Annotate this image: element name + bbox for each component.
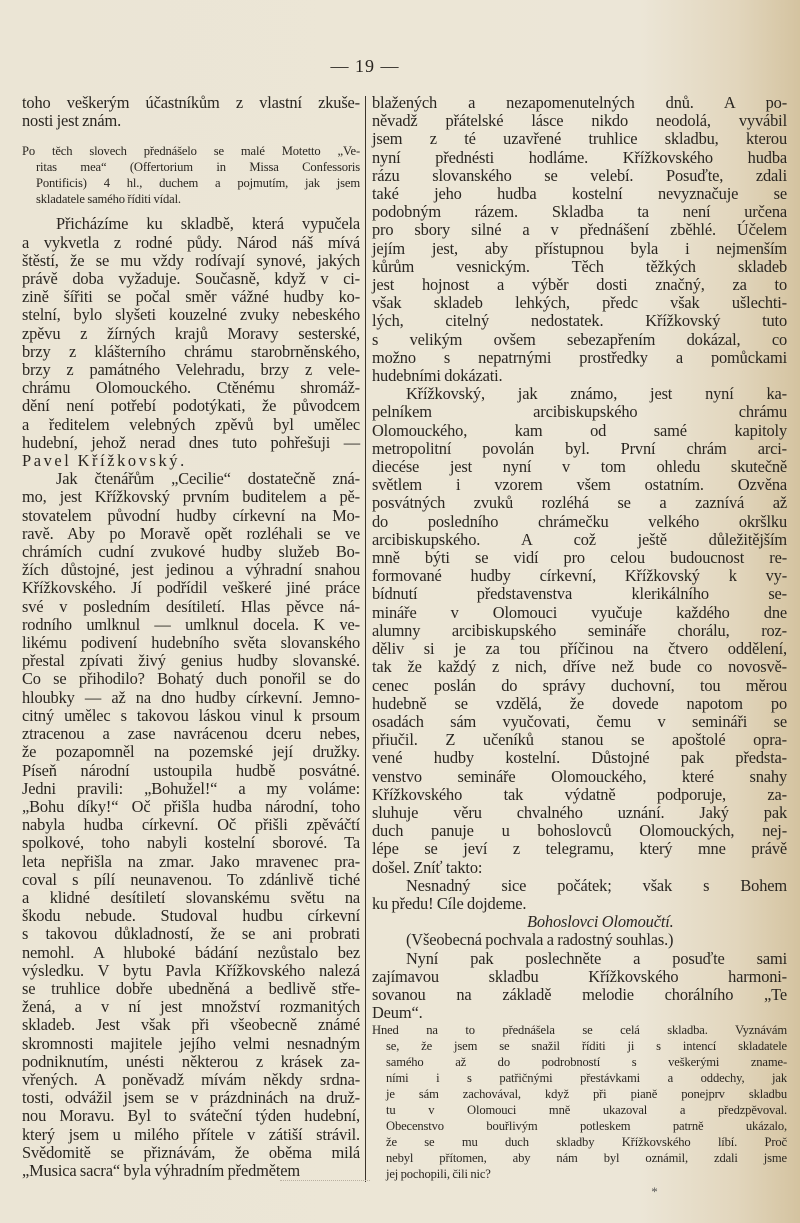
text-line: Hned na to přednášela se celá skladba. Vyznávám — [372, 1023, 787, 1038]
text-line: chrámích cudní zvukové hudby služeb Bo- — [22, 542, 360, 562]
text-line: nabyla hudba církevní. Oč přišli zpěváčtí — [22, 815, 360, 835]
text-line: Nyní pak poslechněte a posuďte sami — [406, 948, 787, 968]
left-column — [22, 94, 360, 1180]
text-line: nou Moravu. Byl to sváteční týden hudební, — [22, 1106, 360, 1126]
text-line: alumny arcibiskupského semináře chorálu, roz- — [372, 620, 787, 640]
text-line: Obecenstvo bouřlivým potleskem patrně ukázalo, — [386, 1119, 787, 1134]
text-line: skromnosti majitele jejího velmi nesnadným — [22, 1033, 360, 1053]
text-line: rodního umlknul — umlknul docela. K ve- — [22, 614, 360, 634]
text-line: „Bohu díky!“ Oč přišla hudba národní, toho — [22, 796, 360, 816]
asterism-ornament: * — [651, 1184, 658, 1200]
text-line: žená, a v ní jest množství rozmanitých — [22, 997, 360, 1017]
text-line: coval s pílí neunavenou. To zdánlivě tiché — [22, 869, 360, 889]
text-line: pro sbory silné a v přednášení zběhlé. Účelem — [372, 220, 787, 240]
para-e-paragraph — [372, 385, 787, 876]
text-line: formované hudby církevní, Křížkovský k vy- — [372, 566, 787, 586]
right-column — [372, 94, 787, 1200]
text-line: Přicházíme ku skladbě, která vypučela — [56, 214, 360, 234]
text-line: Po těch slovech přednášelo se malé Motetto „Ve- — [22, 144, 360, 159]
text-line: že se mu duch skladby Křížkovského líbí. Proč — [386, 1135, 787, 1150]
text-line: zpěvu z žírných krajů Moravy sesterské, — [22, 323, 360, 343]
text-line: jejím jest, aby přístupnou byla i nejmenším — [372, 238, 787, 258]
telegram-paragraph — [372, 877, 787, 913]
text-line: a vykvetla z rodné půdy. Národ náš mívá — [22, 232, 360, 252]
text-line: ztracenou a zase navrácenou dceru nebes, — [22, 724, 360, 744]
text-line: došel. Zníť takto: — [372, 857, 483, 877]
text-line: něvadž přátelské lásce nikdo neodolá, vyvábil — [372, 111, 787, 131]
text-line: dění není potřebí podotýkati, že původcem — [22, 396, 360, 416]
text-line: škodu nebude. Studoval hudbu církevní — [22, 906, 360, 926]
text-line: hudební, jehož nerad dnes tuto pohřešuji — — [22, 432, 360, 452]
text-line: ravě. Aby po Moravě opět rozléhali se ve — [22, 523, 360, 543]
text-line: však skladeb lehkých, předc však ušlechti- — [372, 293, 787, 313]
text-line: sovanou na základě melodie chorálního „Te — [372, 984, 787, 1004]
text-line: skladatele samého říditi vídal. — [36, 192, 181, 207]
text-line: jsem z té uzavřené truhlice skladbu, kterou — [372, 129, 787, 149]
text-line: Jak čtenářům „Cecilie“ dostatečně zná- — [56, 469, 360, 489]
text-line: s takovou důkladností, že se ani probrati — [22, 924, 360, 944]
text-line: leta nepřišla na zmar. Jako mravenec pra- — [22, 851, 360, 871]
text-line: přiučil. Z učeníků stanou se apoštolé opra- — [372, 730, 787, 750]
text-line: žích důstojné, jest jedinou a výhradní snahou — [22, 560, 360, 580]
text-line: jest hojnost a výběr dosti značný, za to — [372, 275, 787, 295]
text-line: vřených. A poněvadž mívám někdy srdna- — [22, 1069, 360, 1089]
text-line: možno s nepatrnými prostředky a pomůckami — [372, 347, 787, 367]
text-line: citný umělec s takovou láskou vinul k prsoum — [22, 705, 360, 725]
para-d-paragraph — [372, 94, 787, 385]
text-line: který jsem u milého přítele v zátiší strávil. — [22, 1124, 360, 1144]
text-line: Jedni pravili: „Bohužel!“ a my voláme: — [22, 778, 360, 798]
signature-paragraph — [372, 913, 787, 931]
para-f-paragraph — [372, 950, 787, 1023]
text-line: blažených a nezapomenutelných dnů. A po- — [372, 93, 787, 112]
text-line: jej pochopili, čili nic? — [386, 1167, 491, 1182]
text-line: mně býti se vidí pro celou budoucnost re- — [372, 548, 787, 568]
text-line: Křížkovského tak výdatně podporuje, za- — [372, 784, 787, 804]
text-line: „Musica sacra“ byla výhradním předmětem — [22, 1160, 300, 1180]
para-a-end-paragraph — [22, 94, 360, 130]
text-line: likému podivení hudebního světa slovanského — [22, 633, 360, 653]
text-line: hloubky — až na dno hudby církevní. Jemno- — [22, 687, 360, 707]
reaction-paragraph — [372, 931, 787, 949]
text-line: zině šířiti se počal směr vážné hudby ko- — [22, 287, 360, 307]
text-line: Křížkovského. Jí podřídil veškeré jiné práce — [22, 578, 360, 598]
text-line: hudebně se vzdělá, že dovede napotom po — [372, 693, 787, 713]
text-line: své v posledním desítiletí. Hlas pěvce ná- — [22, 596, 360, 616]
text-line: spolkové, toho nabyli kostelní sborové. Ta — [22, 833, 360, 853]
text-line: Pavel Křížkovský. — [22, 451, 187, 471]
text-line: toho veškerým účastníkům z vlastní zkuše- — [22, 93, 360, 112]
text-line: nemohl. A hluboké bádání nezůstalo bez — [22, 942, 360, 962]
text-line: chrámu Olomouckého. Ctěnému shromáž- — [22, 378, 360, 398]
text-line: skladeb. Jest však při všeobecně známé — [22, 1015, 360, 1035]
text-line: brzy z klášterního chrámu starobrněnského, — [22, 341, 360, 361]
text-line: kůrům vesnickým. Těch těžkých skladeb — [372, 256, 787, 276]
text-line: podniknutím, unésti některou z krásek za- — [22, 1051, 360, 1071]
text-line: je sám zachovával, když při pianě ponejprv skladbu — [386, 1087, 787, 1102]
text-line: sluhuje věru chvalného uznání. Jaký pak — [372, 802, 787, 822]
text-line: a ředitelem velebných zpěvů byl umělec — [22, 414, 360, 434]
text-line: do posledního chrámečku velkého okršlku — [372, 511, 787, 531]
text-line: Co se přihodilo? Bohatý duch ponořil se do — [22, 669, 360, 689]
para-b-paragraph — [22, 215, 360, 470]
text-line: venstvo semináře Olomouckého, které snahy — [372, 766, 787, 786]
text-line: děliv si je za tou příčinou na čtvero oddělení, — [372, 639, 787, 659]
text-line: ritas mea“ (Offertorium in Missa Confessoris — [36, 160, 360, 175]
text-line: lépe se jeví z telegramu, který mne právě — [372, 839, 787, 859]
text-line: pelníkem arcibiskupského chrámu — [372, 402, 787, 422]
text-line: arcibiskupského. A což ještě důležitějším — [372, 529, 787, 549]
text-line: mináře v Olomouci vyučuje každého dne — [372, 602, 787, 622]
text-line: duch panuje u bohoslovců Olomouckých, nej- — [372, 821, 787, 841]
text-line: tosti, odvážil jsem se v prázdninách na druž- — [22, 1088, 360, 1108]
text-line: rázu slovanského se velebí. Posuďte, zdali — [372, 165, 787, 185]
text-line: cenec poslán do správy duchovní, tou měrou — [372, 675, 787, 695]
text-line: právě doba vyžaduje. Současně, když v ci- — [22, 269, 360, 289]
note-b-note — [372, 1022, 787, 1182]
text-line: se, že jsem se snažil říditi ji s intencí skladatele — [386, 1039, 787, 1054]
text-line: ními i s patřičnými přestávkami a oddechy, jak — [386, 1071, 787, 1086]
text-line: (Všeobecná pochvala a radostný souhlas.) — [406, 930, 674, 950]
text-line: Bohoslovci Olomoučtí. — [527, 912, 674, 932]
text-line: bídnutí představenstva klerikálního se- — [372, 584, 787, 604]
text-line: Olomouckého, kam od samé kapitoly — [372, 420, 787, 440]
column-divider — [365, 96, 366, 1182]
text-line: Křížkovský, jak známo, jest nyní ka- — [406, 384, 787, 404]
text-line: přestal zpívati živý genius hudby slovanské. — [22, 651, 360, 671]
text-line: podobným rázem. Skladba ta není určena — [372, 202, 787, 222]
text-line: Nesnadný sice počátek; však s Bohem — [406, 875, 787, 895]
text-line: s velikým ovšem sebezapřením dokázal, co — [372, 329, 787, 349]
text-line: lých, citelný nedostatek. Křížkovský tuto — [372, 311, 787, 331]
text-line: samého až do podrobností s veškerými zname- — [386, 1055, 787, 1070]
text-line: vené hudby kostelní. Důstojné pak předsta- — [372, 748, 787, 768]
text-line: stelní, bylo slyšeti kouzelné zvuky nebeského — [22, 305, 360, 325]
text-line: štěstí, že se mu vždy rodívají synové, jakých — [22, 250, 360, 270]
text-line: ku předu! Cíle dojdeme. — [372, 893, 527, 913]
text-line: nebyl přítomen, aby nám byl oznámil, zdali jsme — [386, 1151, 787, 1166]
text-line: výsledku. V bytu Pavla Křížkovského nalezá — [22, 960, 360, 980]
text-line: hudebními dokázati. — [372, 366, 503, 386]
text-line: se truhlice dobře ubedněná a bedlivě stře- — [22, 978, 360, 998]
text-line: Deum“. — [372, 1003, 423, 1023]
text-line: světlem i vzorem všem ostatním. Ozvěna — [372, 475, 787, 495]
text-line: Pontificis) 4 hl., duchem a pojmutím, jak jsem — [36, 176, 360, 191]
text-line: že pozapomněl na pozemské její družky. — [22, 742, 360, 762]
text-line: posvátných zvuků rozléhá se a zaznívá až — [372, 493, 787, 513]
text-line: nosti jest znám. — [22, 111, 122, 131]
text-line: také jeho hudba kostelní nevyznačuje se — [372, 184, 787, 204]
text-line: diecése jest nyní v tom ohledu skutečně — [372, 457, 787, 477]
text-line: nyní přednésti hodláme. Křížkovského hudba — [372, 147, 787, 167]
text-line: stovatelem původní hudby církevní na Mo- — [22, 505, 360, 525]
page-number: — 19 — — [330, 56, 400, 76]
text-line: Svědomitě se přiznávám, že oběma milá — [22, 1142, 360, 1162]
footer-rule — [280, 1180, 370, 1181]
text-line: Píseň národní ustoupila hudbě posvátné. — [22, 760, 360, 780]
text-line: brzy z památného Velehradu, brzy z vele- — [22, 360, 360, 380]
text-line: tu v Olomouci mně ukazoval a předzpěvoval. — [386, 1103, 787, 1118]
text-line: zajímavou skladbu Křížkovského harmoni- — [372, 966, 787, 986]
text-line: osadách sám vyučovati, čemu v semináři se — [372, 711, 787, 731]
text-line: mo, jest Křížkovský prvním buditelem a pě- — [22, 487, 360, 507]
para-c-paragraph — [22, 470, 360, 1180]
text-line: a klidné desítiletí slovanskému světu na — [22, 887, 360, 907]
note-a-note — [22, 143, 360, 207]
text-line: metropolitní povolán byl. První chrám arci- — [372, 438, 787, 458]
text-line: tak že každý z nich, dříve než bude co novosvě- — [372, 657, 787, 677]
